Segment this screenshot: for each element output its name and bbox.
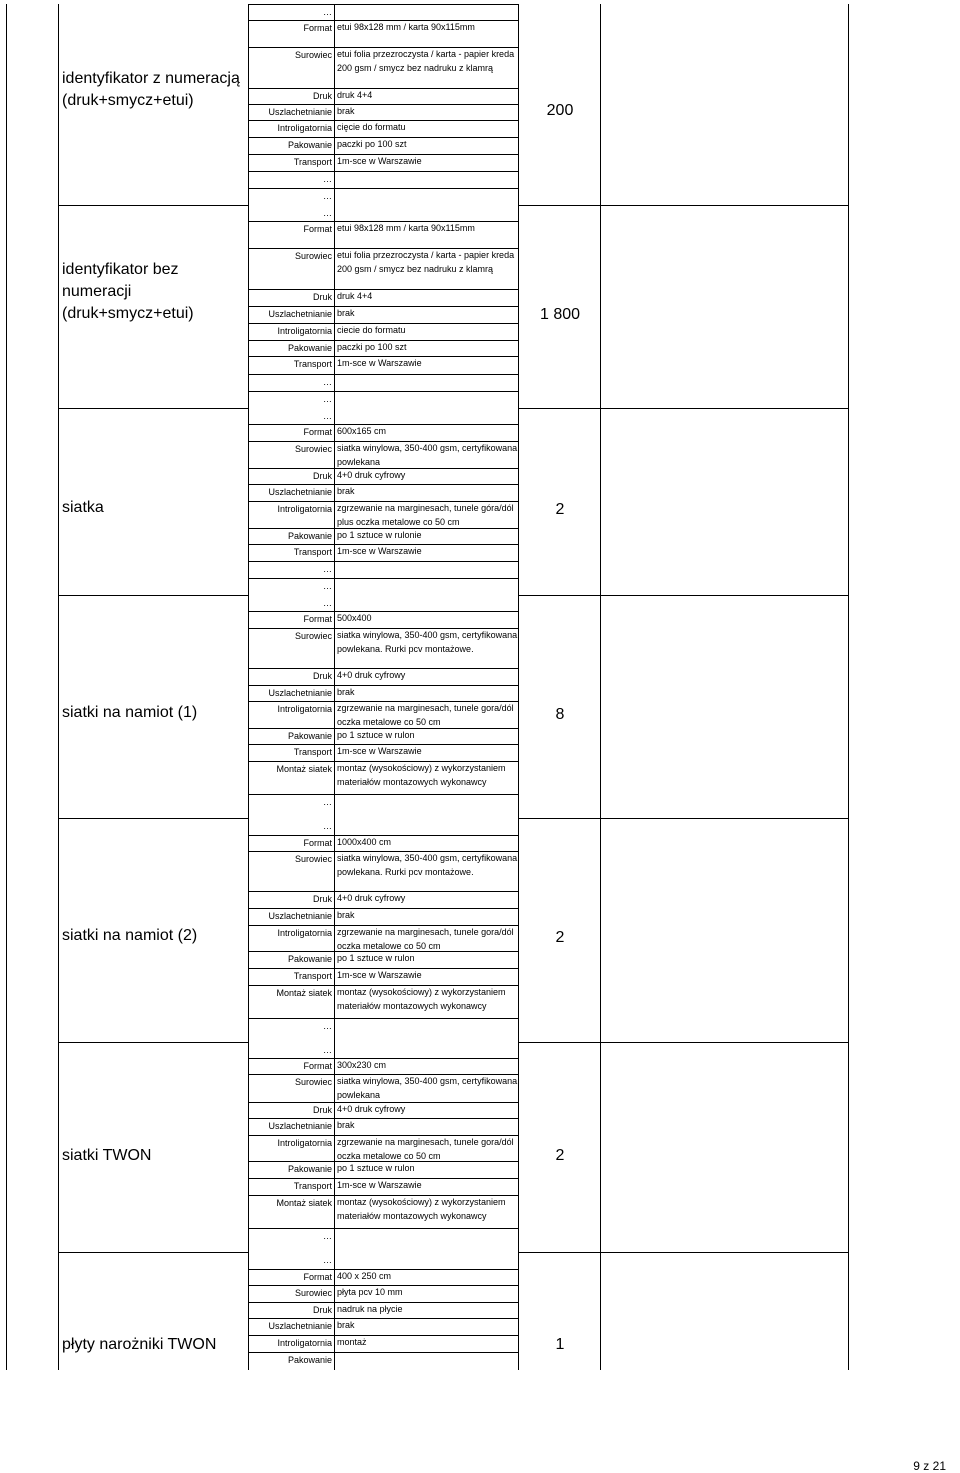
spec-value: 300x230 cm	[337, 1060, 387, 1070]
row-separator-line	[58, 1252, 248, 1253]
spec-value: siatka winylowa, 350-400 gsm, certyfikowana, powlekana	[337, 1076, 520, 1100]
spec-label: Transport	[293, 747, 332, 757]
spec-value: ciecie do formatu	[337, 325, 406, 335]
item-quantity: 8	[555, 706, 565, 723]
spec-line-separator	[248, 578, 518, 579]
item-name: identyfikator z numeracją (druk+smycz+etui)	[62, 70, 240, 109]
spec-label: Transport	[293, 547, 332, 557]
spec-label: …	[323, 821, 332, 831]
spec-line-separator	[248, 1352, 518, 1353]
right-column-line	[848, 4, 849, 1370]
spec-line-separator	[248, 188, 518, 189]
spec-label: Druk	[312, 91, 332, 101]
spec-label: Surowiec	[294, 50, 332, 60]
spec-label: …	[323, 581, 332, 591]
page-number: 9 z 21	[913, 1459, 946, 1473]
spec-label: …	[323, 598, 332, 608]
spec-label: Format	[303, 224, 332, 234]
spec-line-separator	[248, 391, 518, 392]
spec-label: Druk	[312, 471, 332, 481]
spec-line-separator	[248, 171, 518, 172]
item-quantity: 2	[555, 929, 565, 946]
spec-label: Druk	[312, 1305, 332, 1315]
spec-value: 600x165 cm	[337, 426, 387, 436]
spec-value: zgrzewanie na marginesach, tunele góra/dól plus oczka metalowe co 50 cm	[337, 503, 514, 527]
spec-label: Montaż siatek	[276, 1198, 332, 1208]
spec-label: Transport	[293, 1181, 332, 1191]
row-separator-line	[600, 205, 848, 206]
spec-label: Uszlachetnianie	[268, 1121, 332, 1131]
qty-column-right-line	[600, 4, 601, 1370]
spec-label: Surowiec	[294, 631, 332, 641]
spec-value: cięcie do formatu	[337, 122, 406, 132]
spec-label: …	[323, 7, 332, 17]
spec-label: Uszlachetnianie	[268, 487, 332, 497]
left-edge-line	[6, 4, 7, 1370]
row-separator-line	[518, 408, 600, 409]
spec-label: Format	[303, 23, 332, 33]
spec-value: 1m-sce w Warszawie	[337, 746, 422, 756]
spec-value: 1m-sce w Warszawie	[337, 358, 422, 368]
item-name: identyfikator bez numeracji (druk+smycz+etui)	[62, 261, 194, 322]
spec-label: Format	[303, 838, 332, 848]
spec-label: Introligatornia	[277, 504, 332, 514]
spec-label: Montaż siatek	[276, 764, 332, 774]
spec-value: brak	[337, 910, 355, 920]
spec-label: …	[323, 564, 332, 574]
row-separator-line	[58, 818, 248, 819]
spec-value: druk 4+4	[337, 90, 373, 100]
item-quantity: 1 800	[539, 306, 581, 323]
name-column-left-line	[58, 4, 59, 1370]
spec-label: …	[323, 1231, 332, 1241]
spec-label: …	[323, 1045, 332, 1055]
spec-value: montaz (wysokościowy) z wykorzystaniem materiałów montazowych wykonawcy	[337, 1197, 506, 1221]
item-quantity: 2	[555, 501, 565, 518]
spec-label: Transport	[293, 157, 332, 167]
spec-value: brak	[337, 308, 355, 318]
spec-value: 4+0 druk cyfrowy	[337, 470, 406, 480]
spec-label: Introligatornia	[277, 704, 332, 714]
spec-value: 4+0 druk cyfrowy	[337, 1104, 406, 1114]
spec-label: Introligatornia	[277, 326, 332, 336]
spec-line-separator	[248, 794, 518, 795]
spec-value: po 1 sztuce w rulon	[337, 953, 415, 963]
spec-label: Pakowanie	[287, 1355, 332, 1365]
spec-value: brak	[337, 687, 355, 697]
spec-label: Druk	[312, 894, 332, 904]
spec-value: brak	[337, 486, 355, 496]
spec-value: zgrzewanie na marginesach, tunele gora/dól oczka metalowe co 50 cm	[337, 703, 514, 727]
spec-label: Surowiec	[294, 251, 332, 261]
spec-label: Druk	[312, 1105, 332, 1115]
spec-value: po 1 sztuce w rulonie	[337, 530, 422, 540]
spec-label: …	[323, 208, 332, 218]
spec-label: Uszlachetnianie	[268, 107, 332, 117]
spec-value: 4+0 druk cyfrowy	[337, 893, 406, 903]
spec-value: etui folia przezroczysta / karta - papier kreda 200 gsm / smycz bez nadruku z klamrą	[337, 250, 515, 274]
row-separator-line	[58, 205, 248, 206]
item-name: płyty narożniki TWON	[62, 1336, 217, 1353]
spec-value: 4+0 druk cyfrowy	[337, 670, 406, 680]
row-separator-line	[58, 408, 248, 409]
spec-value: paczki po 100 szt	[337, 139, 407, 149]
spec-label: Introligatornia	[277, 1338, 332, 1348]
spec-label: Pakowanie	[287, 531, 332, 541]
spec-label: Transport	[293, 359, 332, 369]
spec-label: …	[323, 411, 332, 421]
row-separator-line	[600, 1042, 848, 1043]
spec-label: …	[323, 394, 332, 404]
item-quantity: 1	[555, 1336, 565, 1353]
spec-value: etui 98x128 mm / karta 90x115mm	[337, 223, 475, 233]
spec-label: Uszlachetnianie	[268, 309, 332, 319]
spec-value: montaż	[337, 1337, 367, 1347]
item-quantity: 2	[555, 1147, 565, 1164]
spec-value: druk 4+4	[337, 291, 373, 301]
row-separator-line	[600, 408, 848, 409]
spec-label: Uszlachetnianie	[268, 911, 332, 921]
spec-label: Druk	[312, 671, 332, 681]
spec-label: …	[323, 377, 332, 387]
row-separator-line	[518, 1042, 600, 1043]
row-separator-line	[518, 818, 600, 819]
spec-value: zgrzewanie na marginesach, tunele gora/dól oczka metalowe co 50 cm	[337, 927, 514, 951]
spec-value: po 1 sztuce w rulon	[337, 730, 415, 740]
spec-label: Uszlachetnianie	[268, 688, 332, 698]
row-separator-line	[58, 595, 248, 596]
spec-value: etui folia przezroczysta / karta - papier kreda 200 gsm / smycz bez nadruku z klamrą	[337, 49, 515, 73]
spec-value: brak	[337, 1120, 355, 1130]
row-separator-line	[600, 595, 848, 596]
spec-label: Uszlachetnianie	[268, 1321, 332, 1331]
spec-label: …	[323, 797, 332, 807]
item-quantity: 200	[546, 102, 574, 119]
row-separator-line	[58, 1042, 248, 1043]
spec-top-line	[248, 4, 518, 5]
spec-label: Surowiec	[294, 444, 332, 454]
spec-label: …	[323, 174, 332, 184]
spec-label: …	[323, 1255, 332, 1265]
spec-value: po 1 sztuce w rulon	[337, 1163, 415, 1173]
row-separator-line	[518, 595, 600, 596]
spec-label: Format	[303, 1061, 332, 1071]
spec-value: brak	[337, 1320, 355, 1330]
spec-line-separator	[248, 561, 518, 562]
spec-line-separator	[248, 374, 518, 375]
row-separator-line	[518, 1252, 600, 1253]
name-column-right-line	[248, 4, 249, 1370]
spec-value: 1m-sce w Warszawie	[337, 156, 422, 166]
spec-value: montaz (wysokościowy) z wykorzystaniem materiałów montazowych wykonawcy	[337, 987, 506, 1011]
item-name: siatki TWON	[62, 1147, 152, 1164]
spec-label: Surowiec	[294, 854, 332, 864]
spec-label: Pakowanie	[287, 140, 332, 150]
spec-label: …	[323, 1021, 332, 1031]
spec-value: 1m-sce w Warszawie	[337, 546, 422, 556]
spec-label: Montaż siatek	[276, 988, 332, 998]
row-separator-line	[518, 205, 600, 206]
spec-label: Format	[303, 614, 332, 624]
spec-line-separator	[248, 1228, 518, 1229]
spec-value: płyta pcv 10 mm	[337, 1287, 403, 1297]
item-name: siatki na namiot (1)	[62, 704, 198, 721]
spec-value: zgrzewanie na marginesach, tunele gora/dól oczka metalowe co 50 cm	[337, 1137, 514, 1161]
spec-label: Format	[303, 427, 332, 437]
spec-label: Pakowanie	[287, 343, 332, 353]
spec-label: Surowiec	[294, 1288, 332, 1298]
spec-value: etui 98x128 mm / karta 90x115mm	[337, 22, 475, 32]
item-name: siatki na namiot (2)	[62, 927, 198, 944]
spec-label: …	[323, 191, 332, 201]
spec-label: Pakowanie	[287, 954, 332, 964]
spec-value: 400 x 250 cm	[337, 1271, 392, 1281]
spec-label: Surowiec	[294, 1077, 332, 1087]
row-separator-line	[600, 1252, 848, 1253]
spec-label: Introligatornia	[277, 928, 332, 938]
spec-label: Pakowanie	[287, 1164, 332, 1174]
spec-label: Format	[303, 1272, 332, 1282]
spec-value: siatka winylowa, 350-400 gsm, certyfikowana, powlekana	[337, 443, 520, 467]
spec-value: 500x400	[337, 613, 372, 623]
spec-value: siatka winylowa, 350-400 gsm, certyfikowana, powlekana. Rurki pcv montażowe.	[337, 630, 520, 654]
spec-value: 1m-sce w Warszawie	[337, 970, 422, 980]
spec-value: brak	[337, 106, 355, 116]
spec-value: nadruk na płycie	[337, 1304, 403, 1314]
spec-value: 1000x400 cm	[337, 837, 392, 847]
item-name: siatka	[62, 499, 104, 516]
spec-label: Druk	[312, 292, 332, 302]
spec-label: Introligatornia	[277, 1138, 332, 1148]
spec-value: 1m-sce w Warszawie	[337, 1180, 422, 1190]
spec-value: siatka winylowa, 350-400 gsm, certyfikowana, powlekana. Rurki pcv montażowe.	[337, 853, 520, 877]
spec-line-separator	[248, 1018, 518, 1019]
spec-label: Transport	[293, 971, 332, 981]
spec-value: montaz (wysokościowy) z wykorzystaniem materiałów montazowych wykonawcy	[337, 763, 506, 787]
spec-label: Introligatornia	[277, 123, 332, 133]
row-separator-line	[600, 818, 848, 819]
spec-value: paczki po 100 szt	[337, 342, 407, 352]
spec-label: Pakowanie	[287, 731, 332, 741]
